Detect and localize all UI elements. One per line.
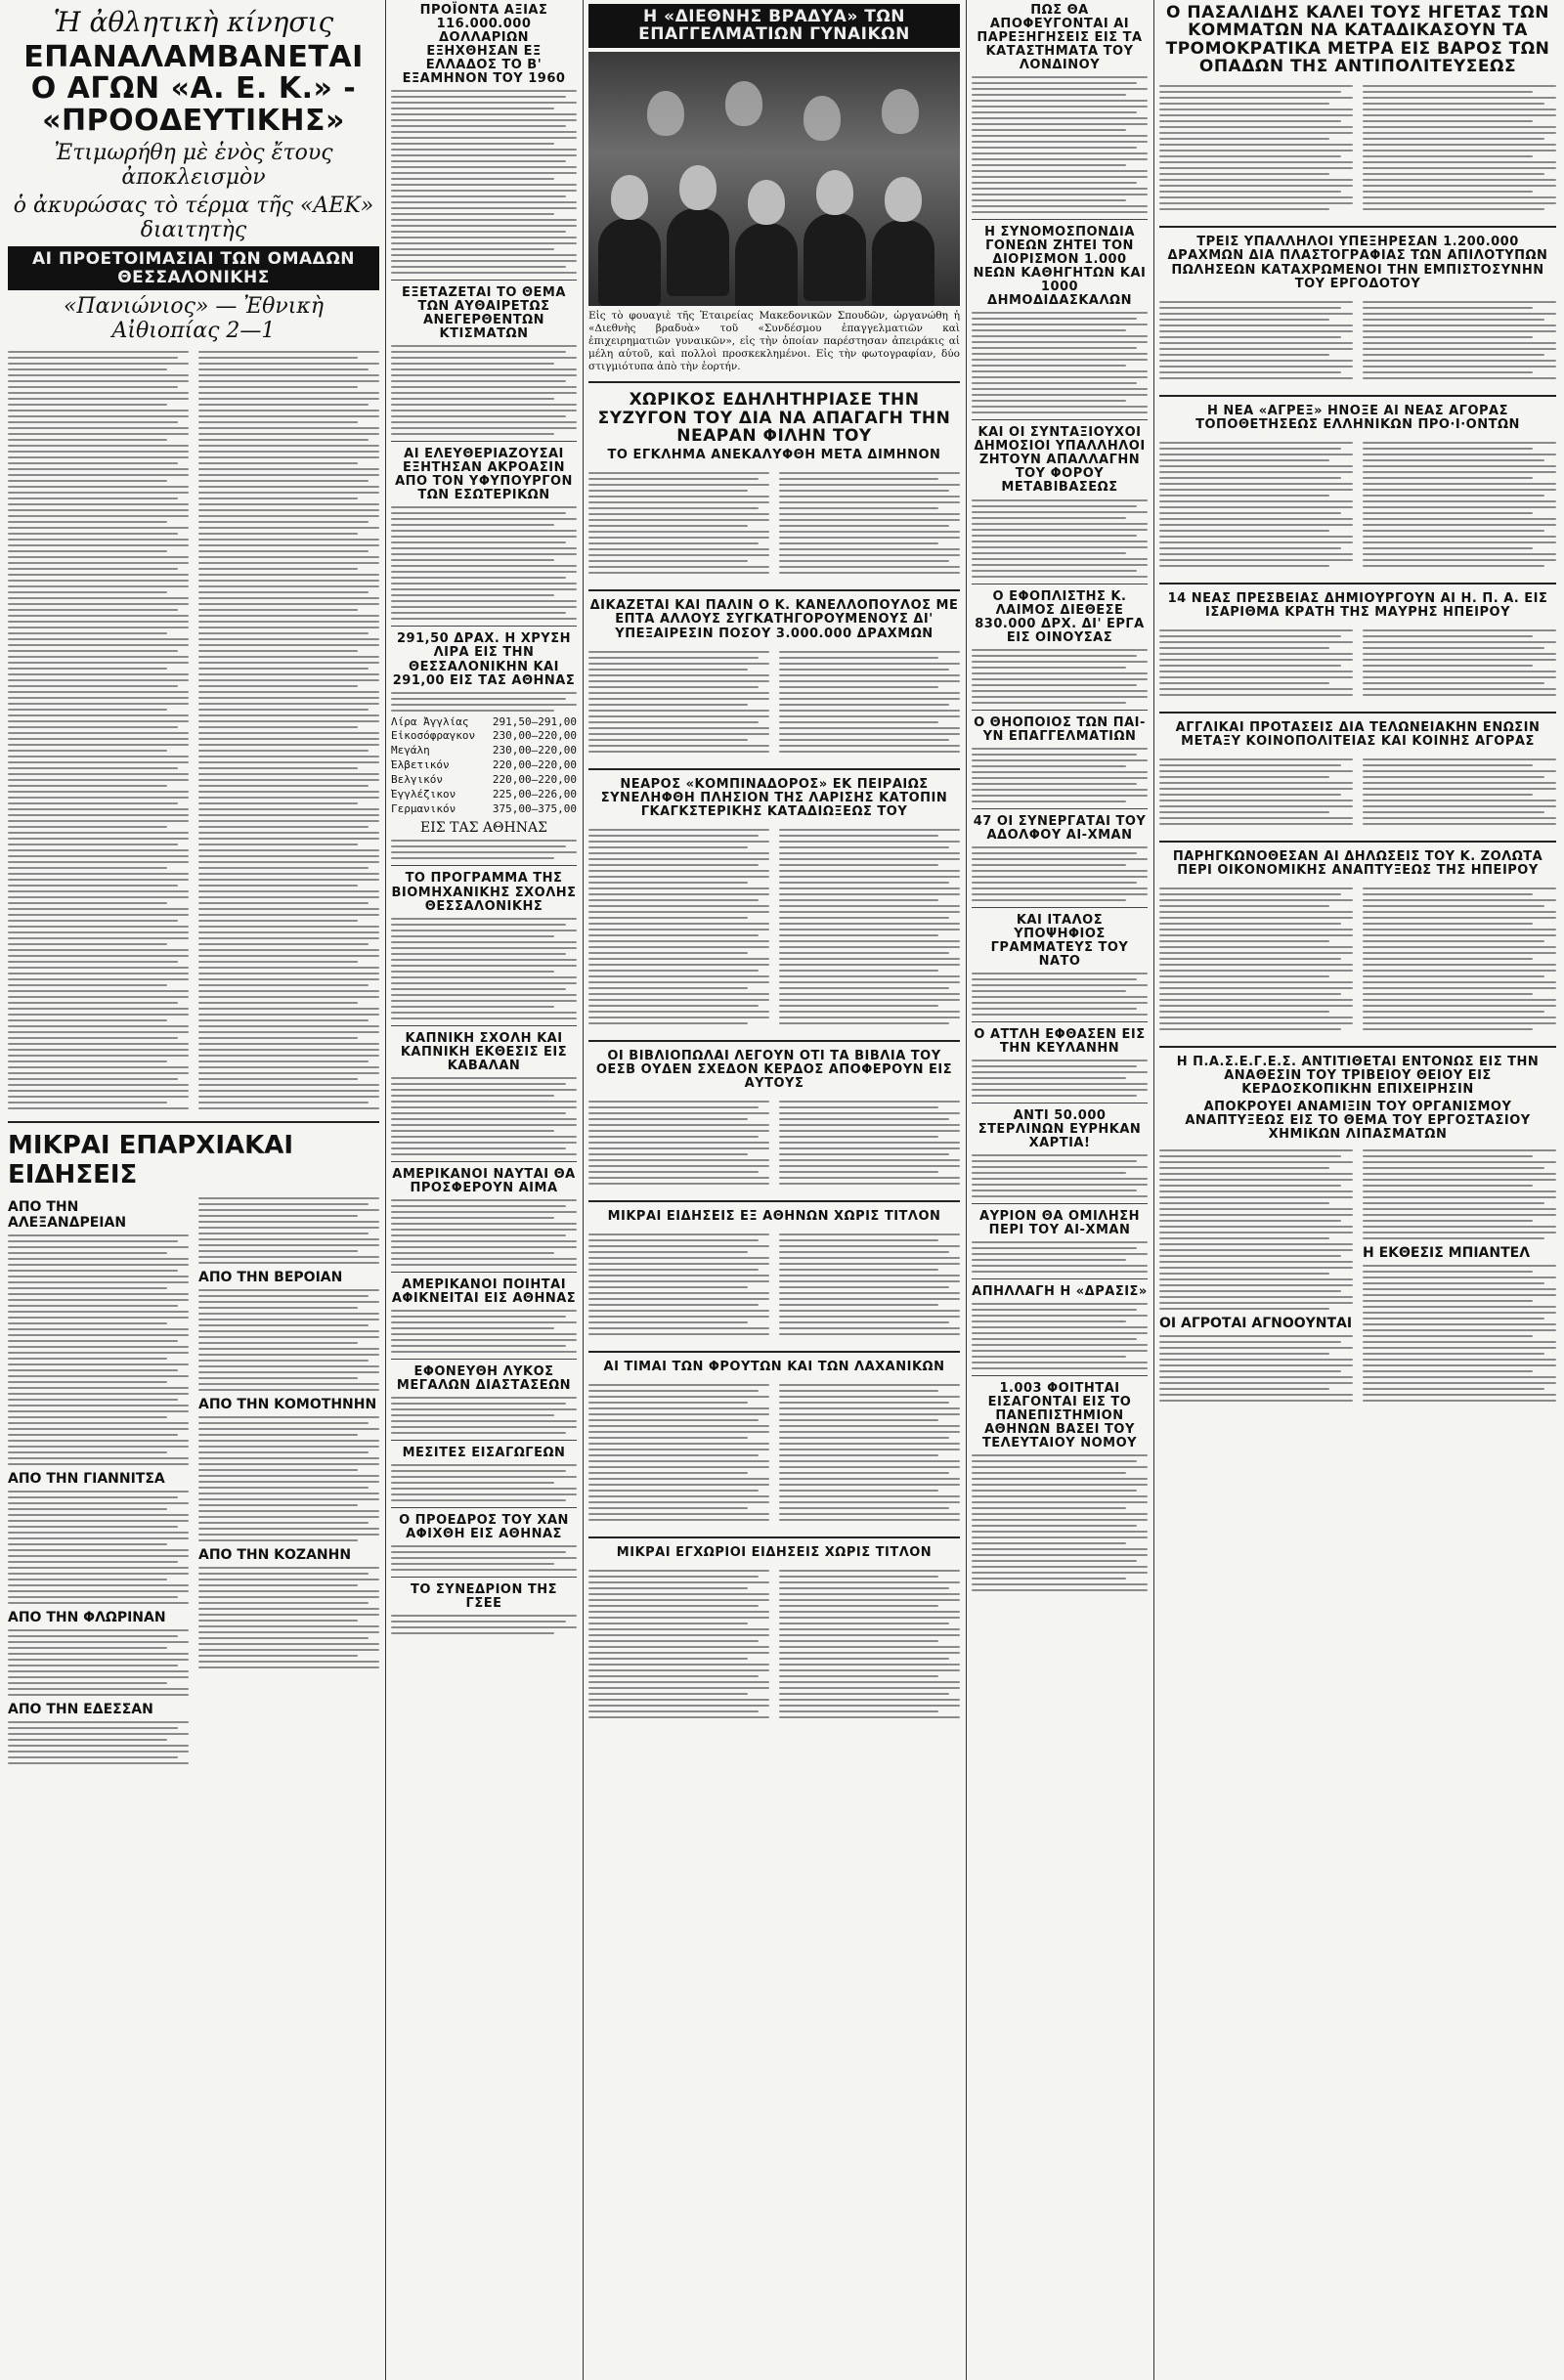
- headline-fruit-prices: ΑΙ ΤΙΜΑΙ ΤΩΝ ΦΡΟΥΤΩΝ ΚΑΙ ΤΩΝ ΛΑΧΑΝΙΚΩΝ: [603, 1359, 945, 1374]
- text-block: [1363, 1265, 1556, 1402]
- text-block: [588, 647, 769, 757]
- text-block: [391, 90, 577, 274]
- text-block: [1159, 626, 1353, 700]
- headline-actor: Ο ΘΗΟΠΟΙΟΣ ΤΩΝ ΠΑΙ-ΥΝ ΕΠΑΓΓΕΛΜΑΤΙΩΝ: [974, 714, 1146, 744]
- headline-pensioners: ΚΑΙ ΟΙ ΣΥΝΤΑΞΙΟΥΧΟΙ ΔΗΜΟΣΙΟΙ ΥΠΑΛΛΗΛΟΙ ΖΗΤΟΥΝ ΑΠΑΛΛΑΓΗΝ ΤΟΥ ΦΟΡΟΥ ΜΕΤΑΒΙΒΑΣΕΩΣ: [974, 425, 1146, 496]
- headline-local-short-news: ΜΙΚΡΑΙ ΕΓΧΩΡΙΟΙ ΕΙΔΗΣΕΙΣ ΧΩΡΙΣ ΤΙΤΛΟΝ: [616, 1544, 933, 1560]
- headline-customs-union: ΑΓΓΛΙΚΑΙ ΠΡΟΤΑΣΕΙΣ ΔΙΑ ΤΕΛΩΝΕΙΑΚΗΝ ΕΝΩΣΙΝ ΜΕΤΑΞΥ ΚΟΙΝΟΠΟΛΙΤΕΙΑΣ ΚΑΙ ΚΟΙΝΗΣ ΑΓΟΡΑΣ: [1175, 719, 1541, 749]
- event-photo: [588, 52, 960, 306]
- place-komotini: ΑΠΟ ΤΗΝ ΚΟΜΟΤΗΝΗΝ: [198, 1396, 377, 1412]
- text-block: [391, 918, 577, 1019]
- sports-kicker: Ἡ ἀθλητικὴ κίνησις: [53, 6, 334, 38]
- headline-aek-match: ΕΠΑΝΑΛΑΜΒΑΝΕΤΑΙ Ο ΑΓΩΝ «Α. Ε. Κ.» - «ΠΡΟΟΔΕΥΤΙΚΗΣ»: [23, 40, 364, 138]
- place-florina: ΑΠΟ ΤΗΝ ΦΛΩΡΙΝΑΝ: [8, 1609, 166, 1625]
- sports-body: [8, 347, 379, 1113]
- text-block: [391, 692, 577, 712]
- text-block: [779, 1097, 960, 1189]
- text-block: [1363, 884, 1556, 1034]
- headline-exports: ΠΡΟΪΟΝΤΑ ΑΞΙΑΣ 116.000.000 ΔΟΛΛΑΡΙΩΝ ΕΞΗΧΘΗΣΑΝ ΕΞ ΕΛΛΑΔΟΣ ΤΟ Β' ΕΞΑΜΗΝΟΝ ΤΟΥ 1960: [402, 3, 566, 87]
- subhead-crime-discovered: ΤΟ ΕΓΚΛΗΜΑ ΑΝΕΚΑΛΥΦΘΗ ΜΕΤΑ ΔΙΜΗΝΟΝ: [607, 448, 941, 463]
- headline-us-embassies: 14 ΝΕΑΣ ΠΡΕΣΒΕΙΑΣ ΔΗΜΙΟΥΡΓΟΥΝ ΑΙ Η. Π. Α. ΕΙΣ ΙΣΑΡΙΘΜΑ ΚΡΑΤΗ ΤΗΣ ΜΑΥΡΗΣ ΗΠΕΙΡΟΥ: [1167, 590, 1548, 620]
- text-block: [8, 351, 189, 1109]
- column-economy: [391, 0, 577, 2380]
- text-block: [779, 647, 960, 757]
- place-kozani: ΑΠΟ ΤΗΝ ΚΟΖΑΝΗΝ: [198, 1546, 352, 1563]
- text-block: [1363, 626, 1556, 700]
- column-news: [972, 0, 1148, 2380]
- headline-gold-sovereign: 291,50 ΔΡΑΧ. Η ΧΡΥΣΗ ΛΙΡΑ ΕΙΣ ΤΗΝ ΘΕΣΣΑΛΟΝΙΚΗΝ ΚΑΙ 291,00 ΕΙΣ ΤΑΣ ΑΘΗΝΑΣ: [392, 631, 576, 688]
- headline-international-evening: Η «ΔΙΕΘΝΗΣ ΒΡΑΔΥΑ» ΤΩΝ ΕΠΑΓΓΕΛΜΑΤΙΩΝ ΓΥΝΑΙΚΩΝ: [588, 4, 960, 48]
- photo-caption: Εἰς τὸ φουαγιὲ τῆς Ἑταιρείας Μακεδονικῶν Σπουδῶν, ὠργανώθη ἡ «Διεθνὴς βραδυὰ» τοῦ «Συνδέσμου ἐπαγγελματιῶν καὶ ἐπιχειρηματιῶν γυναικῶν», εἰς τὴν ὁποίαν παρέστησαν ἀπειράκις αἱ μέλη αὐτοῦ, καὶ πολλοὶ προσκεκλημένοι. Εἰς τὴν φωτογραφίαν, δύο στιγμιότυπα ἀπὸ τὴν ἑορτήν.: [588, 309, 960, 373]
- text-block: [779, 468, 960, 578]
- text-block: [972, 1454, 1148, 1591]
- text-block: [1363, 755, 1556, 829]
- text-block: [8, 1629, 189, 1696]
- column-sports: [8, 0, 379, 2380]
- text-block: [391, 840, 577, 859]
- headline-tobacco-school: ΚΑΠΝΙΚΗ ΣΧΟΛΗ ΚΑΙ ΚΑΠΝΙΚΗ ΕΚΘΕΣΙΣ ΕΙΣ ΚΑΒΑΛΑΝ: [400, 1030, 568, 1073]
- text-block: [1159, 1149, 1353, 1310]
- text-block: [198, 351, 379, 1109]
- headline-farmers: ΟΙ ΑΓΡΟΤΑΙ ΑΓΝΟΟΥΝΤΑΙ: [1159, 1316, 1353, 1331]
- market-row: Βελγικόν 220,00—220,00: [391, 772, 577, 786]
- text-block: [8, 1234, 189, 1360]
- headline-piraeus-swindler: ΝΕΑΡΟΣ «ΚΟΜΠΙΝΑΔΟΡΟΣ» ΕΚ ΠΕΙΡΑΙΩΣ ΣΥΝΕΛΗΦΘΗ ΠΛΗΣΙΟΝ ΤΗΣ ΛΑΡΙΣΗΣ ΚΑΤΟΠΙΝ ΓΚΑΓΚΣΤΕΡΙΚΗΣ ΚΑΤΑΔΙΩΞΕΩΣ ΤΟΥ: [600, 776, 948, 819]
- headline-pasegs: Η Π.Α.Σ.Ε.Γ.Ε.Σ. ΑΝΤΙΤΙΘΕΤΑΙ ΕΝΤΟΝΩΣ ΕΙΣ ΤΗΝ ΑΝΑΘΕΣΙΝ ΤΟΥ ΤΡΙΒΕΙΟΥ ΘΕΙΟΥ ΕΙΣ ΚΕΡΔΟΣΚΟΠΙΚΗΝ ΕΠΙΧΕΙΡΗΣΙΝ: [1176, 1054, 1540, 1097]
- text-block: [198, 1289, 379, 1391]
- column-main: [588, 0, 960, 2380]
- text-block: [972, 748, 1148, 802]
- text-block: [198, 1197, 379, 1264]
- text-block: [972, 1241, 1148, 1273]
- market-row: Εἰκοσόφραγκον 230,00—220,00: [391, 729, 577, 743]
- headline-freelancers: ΑΙ ΕΛΕΥΘΕΡΙΑΖΟΥΣΑΙ ΕΞΗΤΗΣΑΝ ΑΚΡΟΑΣΙΝ ΑΠΟ ΤΟΝ ΥΦΥΠΟΥΡΓΟΝ ΤΩΝ ΕΣΩΤΕΡΙΚΩΝ: [395, 447, 573, 503]
- market-row: Ἐγγλέζικον 225,00—226,00: [391, 787, 577, 801]
- text-block: [588, 1566, 769, 1722]
- text-block: [972, 846, 1148, 901]
- text-block: [8, 1721, 189, 1764]
- text-block: [391, 506, 577, 620]
- market-row: Ἐλβετικόν 220,00—220,00: [391, 758, 577, 772]
- text-block: [1363, 438, 1556, 571]
- headline-agrex: Η ΝΕΑ «ΑΓΡΕΞ» ΗΝΟΞΕ ΑΙ ΝΕΑΣ ΑΓΟΡΑΣ ΤΟΠΟΘΕΤΗΣΕΩΣ ΕΛΛΗΝΙΚΩΝ ΠΡΟ·Ι·ΟΝΤΩΝ: [1195, 403, 1520, 432]
- subhead-panionios-score: «Πανιώνιος» — Ἐθνικὴ Αἰθιοπίας 2—1: [63, 293, 325, 343]
- text-block: [779, 1566, 960, 1722]
- provincial-body: [8, 1193, 379, 1768]
- section-provincial-news: ΜΙΚΡΑΙ ΕΠΑΡΧΙΑΚΑΙ ΕΙΔΗΣΕΙΣ: [8, 1130, 294, 1190]
- text-block: [1159, 1335, 1353, 1402]
- headline-wolf: ΕΦΟΝΕΥΘΗ ΛΥΚΟΣ ΜΕΓΑΛΩΝ ΔΙΑΣΤΑΣΕΩΝ: [396, 1363, 572, 1393]
- place-edessa: ΑΠΟ ΤΗΝ ΕΔΕΣΣΑΝ: [8, 1701, 153, 1717]
- headline-kanellopoulos-trial: ΔΙΚΑΖΕΤΑΙ ΚΑΙ ΠΑΛΙΝ Ο Κ. ΚΑΝΕΛΛΟΠΟΥΛΟΣ ΜΕ ΕΠΤΑ ΑΛΛΟΥΣ ΣΥΓΚΑΤΗΓΟΡΟΥΜΕΝΟΥΣ ΔΙ' ΥΠΕΞΑΙΡΕΣΙΝ ΠΟΣΟΥ 3.000.000 ΔΡΑΧΜΩΝ: [589, 598, 959, 641]
- headline-import-brokers: ΜΕΣΙΤΕΣ ΕΙΣΑΓΩΓΕΩΝ: [402, 1445, 566, 1460]
- headline-thessaloniki-teams: ΑΙ ΠΡΟΕΤΟΙΜΑΣΙΑΙ ΤΩΝ ΟΜΑΔΩΝ ΘΕΣΣΑΛΟΝΙΚΗΣ: [8, 246, 379, 290]
- headline-nato-candidate: ΚΑΙ ΙΤΑΛΟΣ ΥΠΟΨΗΦΙΟΣ ΓΡΑΜΜΑΤΕΥΣ ΤΟΥ ΝΑΤΟ: [990, 912, 1129, 969]
- text-block: [779, 1230, 960, 1339]
- headline-american-sailors: ΑΜΕΡΙΚΑΝΟΙ ΝΑΥΤΑΙ ΘΑ ΠΡΟΣΦΕΡΟΥΝ ΑΙΜΑ: [392, 1166, 576, 1195]
- headline-fertilizer: ΑΠΟΚΡΟΥΕΙ ΑΝΑΜΙΞΙΝ ΤΟΥ ΟΡΓΑΝΙΣΜΟΥ ΑΝΑΠΤΥΞΕΩΣ ΕΙΣ ΤΟ ΘΕΜΑ ΤΟΥ ΕΡΓΟΣΤΑΣΙΟΥ ΧΗΜΙΚΩΝ ΛΙΠΑΣΜΑΤΩΝ: [1185, 1099, 1531, 1142]
- text-block: [391, 1397, 577, 1434]
- text-block: [198, 1567, 379, 1668]
- text-block: [198, 1416, 379, 1541]
- headline-gsee-congress: ΤΟ ΣΥΝΕΔΡΙΟΝ ΤΗΣ ΓΣΕΕ: [410, 1581, 557, 1611]
- headline-shipowner-laimos: Ο ΕΦΟΠΛΙΣΤΗΣ Κ. ΛΑΙΜΟΣ ΔΙΕΘΕΣΕ 830.000 ΔΡΧ. ΔΙ' ΕΡΓΑ ΕΙΣ ΟΙΝΟΥΣΑΣ: [975, 588, 1145, 645]
- text-block: [1363, 81, 1556, 214]
- headline-villager-poisoned: ΧΩΡΙΚΟΣ ΕΔΗΛΗΤΗΡΙΑΣΕ ΤΗΝ ΣΥΖΥΓΟΝ ΤΟΥ ΔΙΑ ΝΑ ΑΠΑΓΑΓΗ ΤΗΝ ΝΕΑΡΑΝ ΦΙΛΗΝ ΤΟΥ: [597, 390, 951, 447]
- market-row: Μεγάλη 230,00—220,00: [391, 744, 577, 757]
- text-block: [588, 1380, 769, 1525]
- text-block: [972, 1303, 1148, 1369]
- place-alexandreia: ΑΠΟ ΤΗΝ ΑΛΕΞΑΝΔΡΕΙΑΝ: [8, 1198, 127, 1231]
- text-block: [1159, 81, 1353, 214]
- market-row: Γερμανικόν 375,00—375,00: [391, 801, 577, 815]
- place-giannitsa: ΑΠΟ ΤΗΝ ΓΙΑΝΝΙΤΣΑ: [8, 1470, 165, 1487]
- text-block: [391, 1199, 577, 1266]
- headline-zolotas: ΠΑΡΗΓΚΩΝΟΘΕΣΑΝ ΑΙ ΔΗΛΩΣΕΙΣ ΤΟΥ Κ. ΖΟΛΩΤΑ ΠΕΡΙ ΟΙΚΟΝΟΜΙΚΗΣ ΑΝΑΠΤΥΞΕΩΣ ΤΗΣ ΗΠΕΙΡΟΥ: [1172, 848, 1543, 878]
- column-politics: [1159, 0, 1556, 2380]
- text-block: [972, 1060, 1148, 1097]
- text-block: [391, 1310, 577, 1353]
- headline-attlee-ceylon: Ο ΑΤΤΛΗ ΕΦΘΑΣΕΝ ΕΙΣ ΤΗΝ ΚΕΥΛΑΝΗΝ: [974, 1026, 1146, 1056]
- text-block: [1159, 297, 1353, 383]
- headline-parents-confederation: Η ΣΥΝΟΜΟΣΠΟΝΔΙΑ ΓΟΝΕΩΝ ΖΗΤΕΙ ΤΟΝ ΔΙΟΡΙΣΜΟΝ 1.000 ΝΕΩΝ ΚΑΘΗΓΗΤΩΝ ΚΑΙ 1000 ΔΗΜΟΔΙΔΑΣΚΑΛΩΝ: [973, 225, 1147, 309]
- subhead-suspension: Ἐτιμωρήθη μὲ ἑνὸς ἔτους ἀποκλεισμὸν: [54, 141, 333, 191]
- text-block: [391, 345, 577, 435]
- headline-athens-short-news: ΜΙΚΡΑΙ ΕΙΔΗΣΕΙΣ ΕΞ ΑΘΗΝΩΝ ΧΩΡΙΣ ΤΙΤΛΟΝ: [607, 1208, 941, 1224]
- gold-price-table: [391, 715, 577, 817]
- text-block: [1363, 297, 1556, 383]
- headline-khan-president: Ο ΠΡΟΕΔΡΟΣ ΤΟΥ ΧΑΝ ΑΦΙΧΘΗ ΕΙΣ ΑΘΗΝΑΣ: [399, 1512, 569, 1541]
- headline-illegal-buildings: ΕΞΕΤΑΖΕΤΑΙ ΤΟ ΘΕΜΑ ΤΩΝ ΑΥΘΑΙΡΕΤΩΣ ΑΝΕΓΕΡΘΕΝΤΩΝ ΚΤΙΣΜΑΤΩΝ: [402, 285, 566, 342]
- headline-pasalidis: Ο ΠΑΣΑΛΙΔΗΣ ΚΑΛΕΙ ΤΟΥΣ ΗΓΕΤΑΣ ΤΩΝ ΚΟΜΜΑΤΩΝ ΝΑ ΚΑΤΑΔΙΚΑΣΟΥΝ ΤΑ ΤΡΟΜΟΚΡΑΤΙΚΑ ΜΕΤΡΑ ΕΙΣ ΒΑΡΟΣ ΤΩΝ ΟΠΑΔΩΝ ΤΗΣ ΑΝΤΙΠΟΛΙΤΕΥΣΕΩΣ: [1165, 3, 1550, 77]
- text-block: [1159, 884, 1353, 1034]
- text-block: [779, 1380, 960, 1525]
- headline-booksellers: ΟΙ ΒΙΒΛΙΟΠΩΛΑΙ ΛΕΓΟΥΝ ΟΤΙ ΤΑ ΒΙΒΛΙΑ ΤΟΥ ΟΕΣΒ ΟΥΔΕΝ ΣΧΕΔΟΝ ΚΕΡΔΟΣ ΑΠΟΦΕΡΟΥΝ ΕΙΣ ΑΥΤΟΥΣ: [595, 1048, 953, 1091]
- text-block: [588, 1097, 769, 1189]
- market-athens-head: ΕΙΣ ΤΑΣ ΑΘΗΝΑΣ: [420, 820, 547, 837]
- market-row: Λίρα Ἀγγλίας 291,50—291,00: [391, 714, 577, 728]
- text-block: [972, 1154, 1148, 1197]
- headline-university-students: 1.003 ΦΟΙΤΗΤΑΙ ΕΙΣΑΓΟΝΤΑΙ ΕΙΣ ΤΟ ΠΑΝΕΠΙΣΤΗΜΙΟΝ ΑΘΗΝΩΝ ΒΑΣΕΙ ΤΟΥ ΤΕΛΕΥΤΑΙΟΥ ΝΟΜΟΥ: [981, 1381, 1138, 1451]
- text-block: [1363, 1149, 1556, 1239]
- headline-sterling-papers: ΑΝΤΙ 50.000 ΣΤΕΡΛΙΝΩΝ ΕΥΡΗΚΑΝ ΧΑΡΤΙΑ!: [978, 1107, 1142, 1150]
- text-block: [1159, 438, 1353, 571]
- text-block: [391, 1615, 577, 1634]
- text-block: [8, 1491, 189, 1604]
- text-block: [972, 312, 1148, 413]
- headline-embezzlement: ΤΡΕΙΣ ΥΠΑΛΛΗΛΟΙ ΥΠΕΞΗΡΕΣΑΝ 1.200.000 ΔΡΑΧΜΩΝ ΔΙΑ ΠΛΑΣΤΟΓΡΑΦΙΑΣ ΤΩΝ ΑΠΙΛΟΤΥΠΩΝ ΠΩΛΗΣΕΩΝ ΚΑΤΑΧΡΩΜΕΝΟΙ ΤΗΝ ΕΜΠΙΣΤΟΣΥΝΗΝ ΤΟΥ ΕΡΓΟΔΟΤΟΥ: [1167, 235, 1548, 291]
- text-block: [779, 825, 960, 1028]
- text-block: [1159, 755, 1353, 829]
- headline-london-shops: ΠΩΣ ΘΑ ΑΠΟΦΕΥΓΟΝΤΑΙ ΑΙ ΠΑΡΕΞΗΓΗΣΕΙΣ ΕΙΣ ΤΑ ΚΑΤΑΣΤΗΜΑΤΑ ΤΟΥ ΛΟΝΔΙΝΟΥ: [977, 3, 1143, 73]
- headline-industrial-school: ΤΟ ΠΡΟΓΡΑΜΜΑ ΤΗΣ ΒΙΟΜΗΧΑΝΙΚΗΣ ΣΧΟΛΗΣ ΘΕΣΣΑΛΟΝΙΚΗΣ: [391, 871, 577, 914]
- text-block: [8, 1363, 189, 1465]
- text-block: [391, 1545, 577, 1571]
- place-veroia: ΑΠΟ ΤΗΝ ΒΕΡΟΙΑΝ: [198, 1269, 343, 1285]
- headline-drasis: ΑΠΗΛΛΑΓΗ Η «ΔΡΑΣΙΣ»: [972, 1284, 1148, 1300]
- text-block: [972, 499, 1148, 578]
- headline-american-poets: ΑΜΕΡΙΚΑΝΟΙ ΠΟΙΗΤΑΙ ΑΦΙΚΝΕΙΤΑΙ ΕΙΣ ΑΘΗΝΑΣ: [391, 1277, 577, 1306]
- text-block: [972, 76, 1148, 213]
- text-block: [588, 825, 769, 1028]
- headline-eichmann-speech: ΑΥΡΙΟΝ ΘΑ ΟΜΙΛΗΣΗ ΠΕΡΙ ΤΟΥ ΑΙ-ΧΜΑΝ: [979, 1209, 1140, 1238]
- subhead-referee: ὁ ἀκυρώσας τὸ τέρμα τῆς «ΑΕΚ» διαιτητὴς: [13, 194, 374, 243]
- headline-biantel-report: Η ΕΚΘΕΣΙΣ ΜΠΙΑΝΤΕΛ: [1363, 1245, 1531, 1261]
- text-block: [588, 1230, 769, 1339]
- text-block: [391, 1077, 577, 1155]
- text-block: [972, 973, 1148, 1016]
- text-block: [588, 468, 769, 578]
- text-block: [391, 1464, 577, 1501]
- headline-eichmann-collaborators: 47 ΟΙ ΣΥΝΕΡΓΑΤΑΙ ΤΟΥ ΑΔΟΛΦΟΥ ΑΙ-ΧΜΑΝ: [973, 813, 1147, 843]
- text-block: [972, 649, 1148, 704]
